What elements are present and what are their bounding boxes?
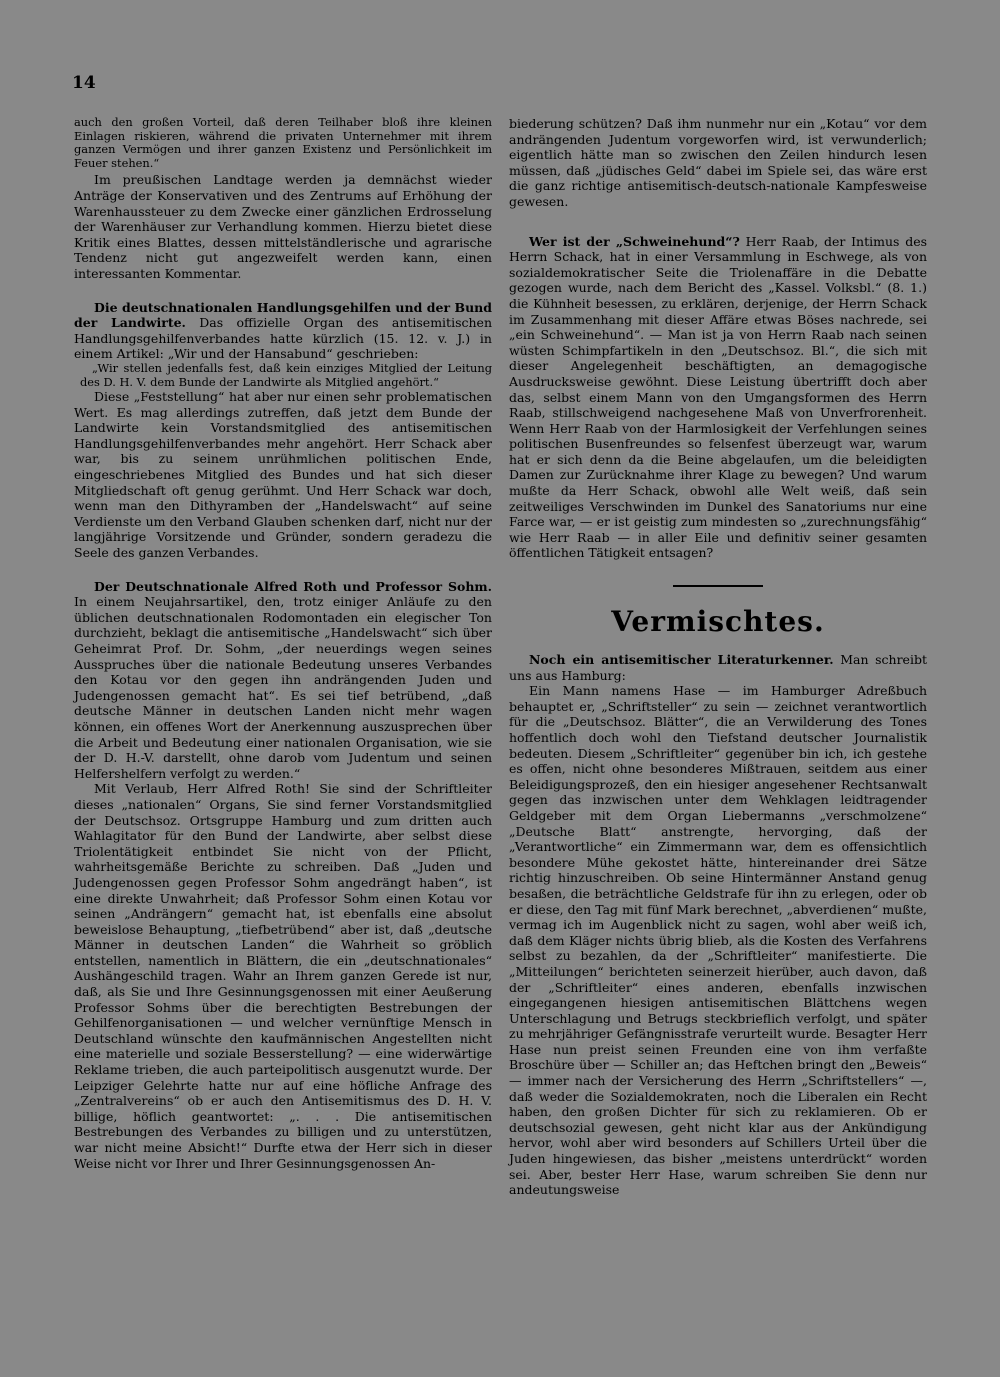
quote-handelswacht: „Wir stellen jedenfalls fest, daß kein einziges Mitglied der Leitung des D. H. V. dem Bunde der Landwirte als Mitglied angehört.“ xyxy=(80,360,492,389)
article-heading: Der Deutschnationale Alfred Roth und Professor Sohm. xyxy=(94,578,492,594)
article-roth-sohm xyxy=(74,579,492,782)
article-heading: Wer ist der „Schweinehund“? xyxy=(529,233,740,249)
article-heading: Noch ein antisemitischer Literaturkenner. xyxy=(529,652,834,668)
article-heading: Die deutschnationalen Handlungsgehilfen und der Bund der Landwirte. xyxy=(74,299,492,331)
paragraph-hase: Ein Mann namens Hase — im Hamburger Adreßbuch behauptet er, „Schriftsteller“ zu sein — zeichnet verantwortlich für die „Deutschsoz. Blätter“, die an Verwilderung des Tones hoffentlich doch wohl den Tiefstand deutscher Journalistik bedeuten. Diesem „Schriftleiter“ gegenüber bin ich, ich gestehe es offen, nicht ohne besonderes Mißtrauen, seitdem aus einer Beleidigungsprozeß, den ein hiesiger angesehener Rechtsanwalt gegen das inzwischen unter dem Wehklagen leidtragender Geldgeber mit dem Organ Liebermanns „verschmolzene“ „Deutsche Blatt“ anstrengte, hervorging, daß der „Verantwortliche“ ein Zimmermann war, dem es offensichtlich besondere Mühe gekostet hätte, hintereinander drei Sätze richtig hinzuschreiben. Ob seine Hintermänner Anstand genug besaßen, die beträchtliche Geldstrafe für ihn zu erlegen, oder ob er diese, den Tag mit fünf Mark berechnet, „abverdienen“ mußte, vermag ich im Augenblick nicht zu sagen, wohl aber weiß ich, daß dem Kläger nichts übrig blieb, als die Kosten des Verfahrens selbst zu bezahlen, da der „Schriftleiter“ manifestierte. Die „Mitteilungen“ berichteten seinerzeit hierüber, auch davon, daß der „Schriftleiter“ eines anderen, ebenfalls inzwischen eingegangenen hiesigen antisemitischen Blättchens wegen Unterschlagung und Betrugs steckbrieflich verfolgt, und später zu mehrjähriger Gefängnisstrafe verurteilt wurde. Besagter Herr Hase nun preist seinen Freunden eine von ihm verfaßte Broschüre über — Schiller an; das Heftchen bringt den „Beweis“ — immer nach der Versicherung des Herrn „Schriftstellers“ —, daß weder die Sozialdemokraten, noch die Liberalen ein Recht haben, den großen Dichter für sich zu reklamieren. Ob er deutschsozial gewesen, geht nicht klar aus der Ankündigung hervor, wohl aber wird besonders auf Schillers Urteil über die Juden hingewiesen, das bisher „meistens unterdrückt“ worden sei. Aber, bester Herr Hase, warum schreiben Sie denn nur andeutungsweise xyxy=(509,683,927,1198)
right-column xyxy=(509,116,927,1198)
article-schweinehund xyxy=(509,234,927,561)
paragraph-warenhaussteuer: Im preußischen Landtage werden ja demnächst wieder Anträge der Konservativen und des Zentrums auf Erhöhung der Warenhaussteuer zu dem Zwecke einer gänzlichen Erdrosselung der Warenhäuser zur Verhandlung kommen. Hierzu bietet diese Kritik eines Blattes, dessen mittelständlerische und agrarische Tendenz nicht gut angezweifelt werden kann, einen interessanten Kommentar. xyxy=(74,172,492,281)
section-title: Vermischtes. xyxy=(611,605,825,639)
paragraph-mit-verlaub: Mit Verlaub, Herr Alfred Roth! Sie sind der Schriftleiter dieses „nationalen“ Organs, Sie sind ferner Vorstandsmitglied der Deutschsoz. Ortsgruppe Hamburg und zum dritten auch Wahlagitator für den Bund der Landwirte, aber selbst diese Triolentätigkeit entbindet Sie nicht von der Pflicht, wahrheitsgemäße Berichte zu schreiben. Daß „Juden und Judengenossen gegen Professor Sohm angedrängt haben“, ist eine direkte Unwahrheit; daß Professor Sohm einen Kotau vor seinen „Andrängern“ gemacht hat, ist ebenfalls eine absolut beweislose Behauptung, „tiefbetrübend“ aber ist, daß „deutsche Männer in deutschen Landen“ die Wahrheit so gröblich entstellen, namentlich in Blättern, die ein „deutschnationales“ Aushängeschild tragen. Wahr an Ihrem ganzen Gerede ist nur, daß, als Sie und Ihre Gesinnungsgenossen mit einer Aeußerung Professor Sohms über die berechtigten Bestrebungen der Gehilfenorganisationen — und welcher vernünftige Mensch in Deutschland wünschte den kaufmännischen Angestellten nicht eine materielle und soziale Besserstellung? — eine widerwärtige Reklame trieben, die auch parteipolitisch ausgenutzt wurde. Der Leipziger Gelehrte hatte nur auf eine höfliche Anfrage des „Zentralvereins“ ob er auch den Antisemitismus des D. H. V. billige, höflich geantwortet: „. . . Die antisemitischen Bestrebungen des Verbandes zu billigen und zu unterstützen, war nicht meine Absicht!“ Durfte etwa der Herr sich in dieser Weise nicht vor Ihrer und Ihrer Gesinnungsgenossen An- xyxy=(74,781,492,1171)
article-text: Herr Raab, der Intimus des Herrn Schack, hat in einer Versammlung in Eschwege, als von sozialdemokratischer Seite die Triolenaffäre in die Debatte gezogen wurde, nach dem Bericht des „Kassel. Volksbl.“ (8. 1.) die Kühnheit besessen, zu erklären, derjenige, der Herrn Schack im Zusammenhang mit dieser Affäre etwas Böses nachrede, sei „ein Schweinehund“. — Man ist ja von Herrn Raab nach seinen wüsten Schimpfartikeln in den „Deutschsoz. Bl.“, die sich mit dieser Angelegenheit beschäftigten, an demagogische Ausdrucksweise gewöhnt. Diese Leistung übertrifft doch aber das, selbst einem Mann von den Umgangsformen des Herrn Raab, stillschweigend nachgesehene Maß von Unverfrorenheit. Wenn Herr Raab von der Harmlosigkeit der Verfehlungen seines politischen Busenfreundes so felsenfest überzeugt war, warum hat er sich denn da die Beine abgelaufen, um die beleidigten Damen zur Zurücknahme ihrer Klage zu bewegen? Und warum mußte da Herr Schack, obwohl alle Welt weiß, daß sein zeitweiliges Verschwinden im Dunkel des Sanatoriums nur eine Farce war, — er ist geistig zum mindesten so „zurechnungsfähig“ wie Herr Raab — in aller Eile und definitiv seiner gesamten öffentlichen Tätigkeit entsagen? xyxy=(509,233,928,561)
section-divider xyxy=(673,585,763,587)
article-text: Man schreibt uns aus Hamburg: xyxy=(509,652,927,683)
article-literaturkenner xyxy=(509,652,927,683)
article-text: Das offizielle Organ des antisemitischen Handlungsgehilfenverbandes hatte kürzlich (15. 12. v. J.) in einem Artikel: „Wir und der Hansabund“ geschrieben: xyxy=(74,315,492,362)
page-number: 14 xyxy=(72,73,96,93)
article-continuation: biederung schützen? Daß ihm nunmehr nur ein „Kotau“ vor dem andrängenden Judentum vorgeworfen wird, ist verwunderlich; eigentlich hätte man so zwischen den Zeilen hindurch lesen müssen, daß „jüdisches Geld“ dabei im Spiele sei, das wäre erst die ganz richtige antisemitisch-deutsch-nationale Kampfesweise gewesen. xyxy=(509,116,927,209)
left-column xyxy=(74,116,492,1171)
article-continuation: auch den großen Vorteil, daß deren Teilhaber bloß ihre kleinen Einlagen riskieren, während die privaten Unternehmer mit ihrem ganzen Vermögen und ihrer ganzen Existenz und Persönlichkeit im Feuer stehen.“ xyxy=(74,115,492,170)
article-text: In einem Neujahrsartikel, den, trotz einiger Anläufe zu den üblichen deutschnationalen Rodomontaden ein elegischer Ton durchzieht, beklagt die antisemitische „Handelswacht“ sich über Geheimrat Prof. Dr. Sohm, „der neuerdings wegen seines Ausspruches über die nationale Bedeutung unseres Verbandes den Kotau vor den gegen ihn andrängenden Juden und Judengenossen gemacht hat“. Es sei tief betrübend, „daß deutsche Männer in deutschen Landen nicht mehr wagen können, ein offenes Wort der Anerkennung auszusprechen über die Arbeit und Bedeutung einer nationalen Organisation, wie sie der D. H.-V. darstellt, ohne darob vom Judentum und seinen Helfershelfern verfolgt zu werden.“ xyxy=(74,594,492,781)
paragraph-feststellung: Diese „Feststellung“ hat aber nur einen sehr problematischen Wert. Es mag allerdings zutreffen, daß jetzt dem Bunde der Landwirte kein Vorstandsmitglied des antisemitischen Handlungsgehilfenverbandes mehr angehört. Herr Schack aber war, bis zu seinem unrühmlichen politischen Ende, eingeschriebenes Mitglied des Bundes und hat sich dieser Mitgliedschaft oft genug gerühmt. Und Herr Schack war doch, wenn man den Dithyramben der „Handelswacht“ auf seine Verdienste um den Verband Glauben schenken darf, nicht nur der langjährige Vorsitzende und Gründer, sondern geradezu die Seele des ganzen Verbandes. xyxy=(74,389,492,561)
article-handlungsgehilfen xyxy=(74,300,492,362)
